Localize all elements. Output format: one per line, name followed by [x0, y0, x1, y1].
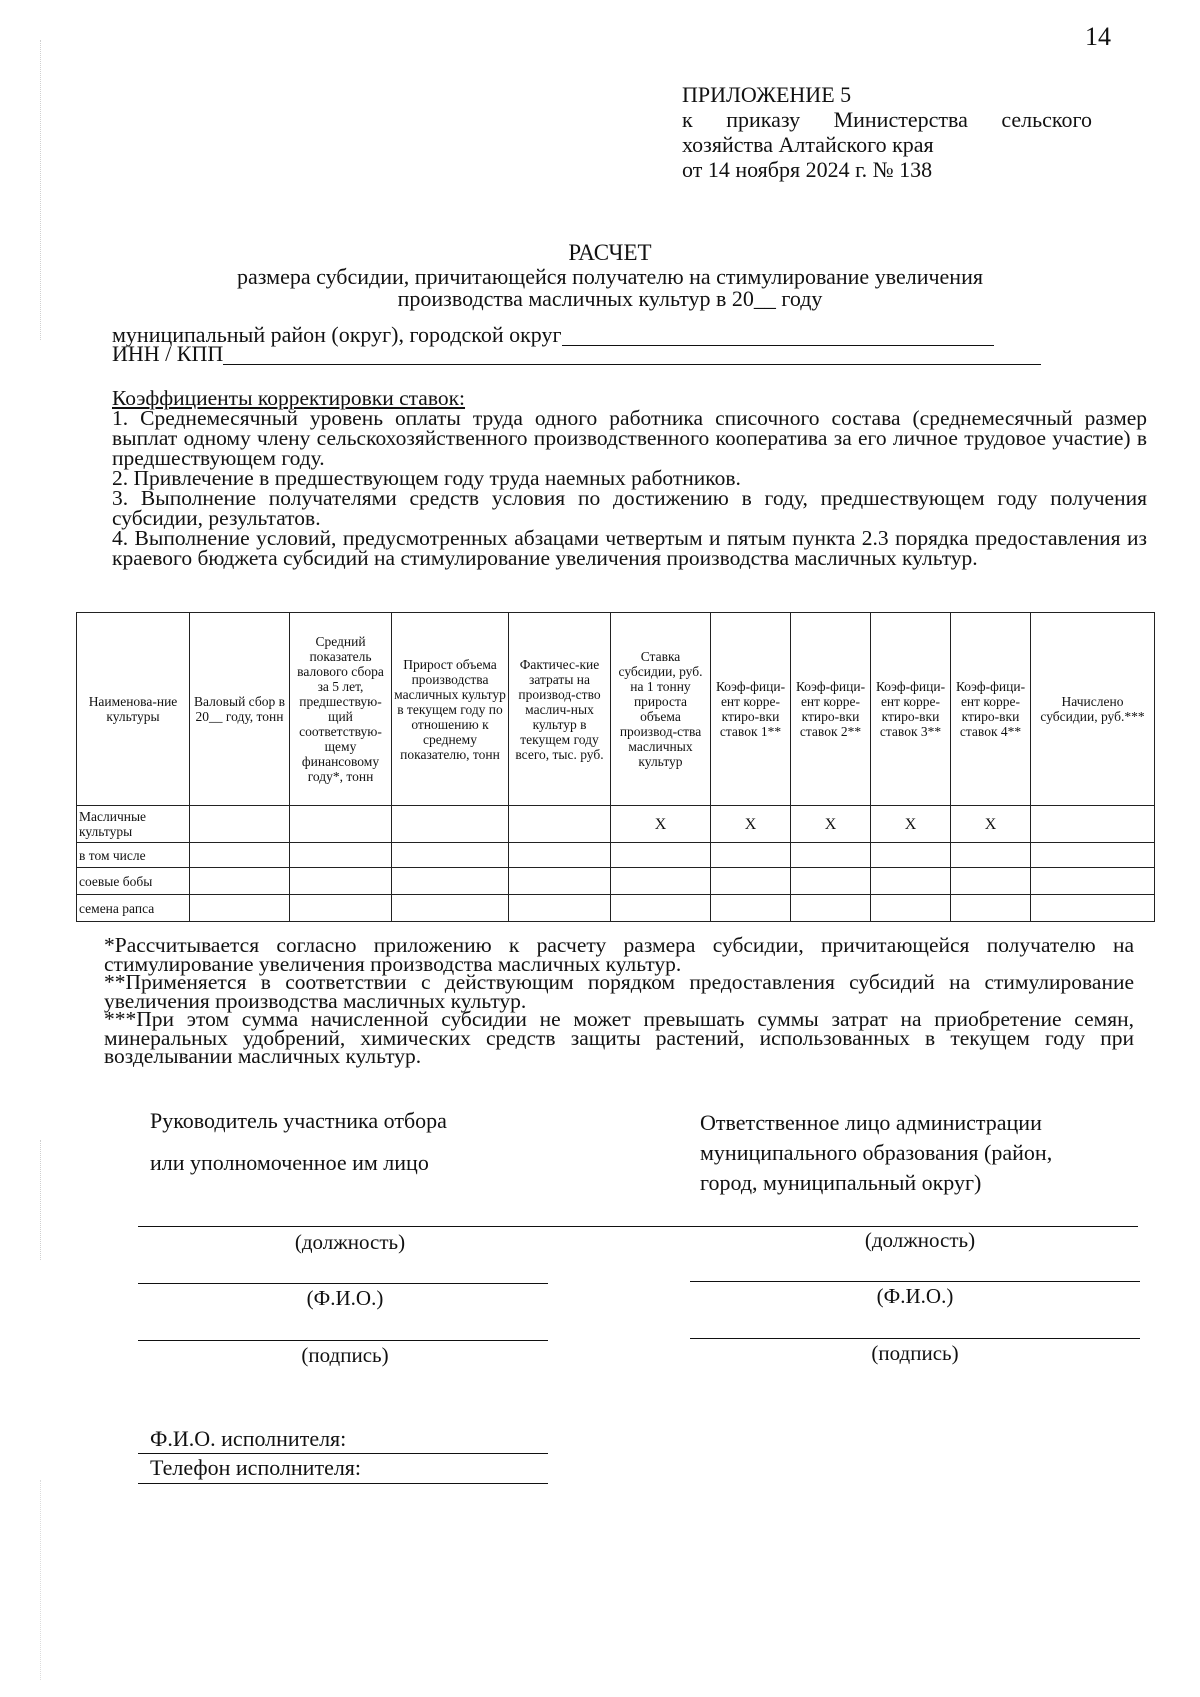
table-cell[interactable] — [290, 843, 392, 868]
right-fio-line[interactable] — [690, 1281, 1140, 1282]
left-signer-title-2: или уполномоченное им лицо — [150, 1150, 429, 1175]
executor-name-label: Ф.И.О. исполнителя: — [150, 1426, 347, 1451]
header-gross-harvest: Валовый сбор в 20__ году, тонн — [190, 613, 290, 806]
table-cell[interactable] — [290, 895, 392, 922]
table-cell[interactable] — [509, 895, 611, 922]
appendix-header — [682, 82, 1092, 182]
table-cell[interactable] — [611, 868, 711, 895]
table-cell[interactable] — [871, 843, 951, 868]
position-line[interactable] — [138, 1226, 1138, 1227]
inn-field — [112, 343, 1041, 365]
coefficient-item: 2. Привлечение в предшествующем году труда наемных работников. — [112, 466, 741, 490]
district-label: муниципальный район (округ), городской округ — [112, 322, 562, 347]
header-coefficient-4: Коэф-фици-ент корре-ктиро-вки ставок 4** — [951, 613, 1031, 806]
table-cell: X — [871, 806, 951, 843]
row-name: Масличные культуры — [77, 806, 190, 843]
right-fio-caption: (Ф.И.О.) — [876, 1284, 954, 1308]
left-signer-title-1: Руководитель участника отбора — [150, 1108, 447, 1133]
table-cell[interactable] — [509, 868, 611, 895]
page-number: 14 — [1085, 22, 1111, 51]
appendix-word: Министерства — [833, 107, 968, 132]
table-cell[interactable] — [509, 806, 611, 843]
table-cell[interactable] — [1031, 806, 1155, 843]
right-sign-caption: (подпись) — [871, 1341, 959, 1365]
executor-name-line[interactable] — [138, 1453, 548, 1454]
table-cell[interactable] — [611, 895, 711, 922]
table-cell[interactable] — [711, 843, 791, 868]
calculation-table — [76, 612, 1155, 922]
executor-phone-label: Телефон исполнителя: — [150, 1455, 362, 1480]
table-cell[interactable] — [290, 868, 392, 895]
table-cell: X — [611, 806, 711, 843]
coefficient-item: 1. Среднемесячный уровень оплаты труда одного работника списочного состава (среднемесячный размер выплат одному члену сельскохозяйственного производственного кооператива за его личное трудовое участие) в предшествующем году. — [112, 406, 1147, 470]
title-line-1: размера субсидии, причитающейся получателю на стимулирование увеличения — [237, 264, 983, 289]
table-header-row — [77, 613, 1155, 806]
coefficients-heading: Коэффициенты корректировки ставок: — [112, 386, 466, 410]
header-coefficient-1: Коэф-фици-ент корре-ктиро-вки ставок 1** — [711, 613, 791, 806]
table-cell[interactable] — [509, 843, 611, 868]
title-line-2: производства масличных культур в 20__ году — [397, 286, 823, 311]
table-cell[interactable] — [791, 868, 871, 895]
coefficients-section — [112, 388, 1147, 568]
table-cell[interactable] — [392, 895, 509, 922]
row-name: семена рапса — [77, 895, 190, 922]
left-fio-caption: (Ф.И.О.) — [306, 1286, 384, 1310]
appendix-word: приказу — [726, 107, 801, 132]
appendix-title: ПРИЛОЖЕНИЕ 5 — [682, 82, 852, 107]
table-row — [77, 895, 1155, 922]
title-heading: РАСЧЕТ — [568, 240, 652, 265]
table-cell[interactable] — [1031, 843, 1155, 868]
appendix-line-2: хозяйства Алтайского края — [682, 132, 934, 157]
scan-noise — [40, 1480, 121, 1680]
footnote: *Рассчитывается согласно приложению к расчету размера субсидии, причитающейся получателю на стимулирование увеличения производства масличных культур. — [104, 933, 1134, 976]
header-average-harvest: Средний показатель валового сбора за 5 лет, предшествую-щий соответствую-щему финансовому году*, тонн — [290, 613, 392, 806]
table-cell[interactable] — [290, 806, 392, 843]
table-cell[interactable] — [711, 895, 791, 922]
appendix-line-1 — [682, 107, 1092, 132]
table-row — [77, 868, 1155, 895]
table-cell[interactable] — [1031, 895, 1155, 922]
table-cell[interactable] — [951, 895, 1031, 922]
table-cell: X — [711, 806, 791, 843]
coefficient-item: 4. Выполнение условий, предусмотренных абзацами четвертым и пятым пункта 2.3 порядка предоставления из краевого бюджета субсидий на стимулирование увеличения производства масличных культур. — [112, 526, 1147, 570]
document-title — [110, 240, 1110, 310]
table-cell[interactable] — [392, 806, 509, 843]
coefficient-item: 3. Выполнение получателями средств условия по достижению в году, предшествующем году получения субсидии, результатов. — [112, 486, 1147, 530]
header-subsidy-accrued: Начислено субсидии, руб.*** — [1031, 613, 1155, 806]
table-row — [77, 806, 1155, 843]
table-cell: X — [951, 806, 1031, 843]
right-position-caption: (должность) — [864, 1228, 976, 1252]
table-cell[interactable] — [871, 868, 951, 895]
appendix-line-3: от 14 ноября 2024 г. № 138 — [682, 157, 933, 182]
header-actual-costs: Фактичес-кие затраты на производ-ство маслич-ных культур в текущем году всего, тыс. руб. — [509, 613, 611, 806]
footnote: **Применяется в соответствии с действующим порядком предоставления субсидий на стимулирование увеличения производства масличных культур. — [104, 970, 1134, 1013]
table-cell[interactable] — [392, 843, 509, 868]
row-name: соевые бобы — [77, 868, 190, 895]
inn-input-line[interactable] — [223, 346, 1041, 365]
table-cell[interactable] — [791, 895, 871, 922]
table-cell[interactable] — [871, 895, 951, 922]
header-production-growth: Прирост объема производства масличных культур в текущем году по отношению к среднему показателю, тонн — [392, 613, 509, 806]
table-cell[interactable] — [951, 868, 1031, 895]
header-crop-name: Наименова-ние культуры — [77, 613, 190, 806]
table-cell[interactable] — [611, 843, 711, 868]
inn-label: ИНН / КПП — [112, 341, 224, 366]
scan-noise — [40, 40, 121, 340]
right-sign-line[interactable] — [690, 1338, 1140, 1339]
appendix-word: к — [682, 107, 693, 132]
footnote: ***При этом сумма начисленной субсидии не может превышать суммы затрат на приобретение семян, минеральных удобрений, химических средств защиты растений, использованных в текущем году при возделывании масличных культур. — [104, 1007, 1134, 1068]
table-cell[interactable] — [1031, 868, 1155, 895]
header-coefficient-3: Коэф-фици-ент корре-ктиро-вки ставок 3** — [871, 613, 951, 806]
table-cell[interactable] — [951, 843, 1031, 868]
table-cell[interactable] — [190, 843, 290, 868]
right-signer-title: Ответственное лицо администрации муниципального образования (район, город, муниципальный округ) — [700, 1110, 1053, 1195]
scan-noise — [40, 1140, 121, 1260]
table-cell[interactable] — [190, 868, 290, 895]
left-fio-line[interactable] — [138, 1283, 548, 1284]
table-cell[interactable] — [190, 895, 290, 922]
table-cell[interactable] — [791, 843, 871, 868]
left-sign-caption: (подпись) — [301, 1343, 389, 1367]
table-cell[interactable] — [190, 806, 290, 843]
executor-phone-line[interactable] — [138, 1483, 548, 1484]
left-position-caption: (должность) — [294, 1230, 406, 1254]
table-cell: X — [791, 806, 871, 843]
header-coefficient-2: Коэф-фици-ент корре-ктиро-вки ставок 2** — [791, 613, 871, 806]
table-cell[interactable] — [711, 868, 791, 895]
table-cell[interactable] — [392, 868, 509, 895]
header-subsidy-rate: Ставка субсидии, руб. на 1 тонну прироста объема производ-ства масличных культур — [611, 613, 711, 806]
footnotes — [104, 933, 1134, 1068]
left-sign-line[interactable] — [138, 1340, 548, 1341]
row-name: в том числе — [77, 843, 190, 868]
appendix-word: сельского — [1001, 107, 1092, 132]
table-row — [77, 843, 1155, 868]
